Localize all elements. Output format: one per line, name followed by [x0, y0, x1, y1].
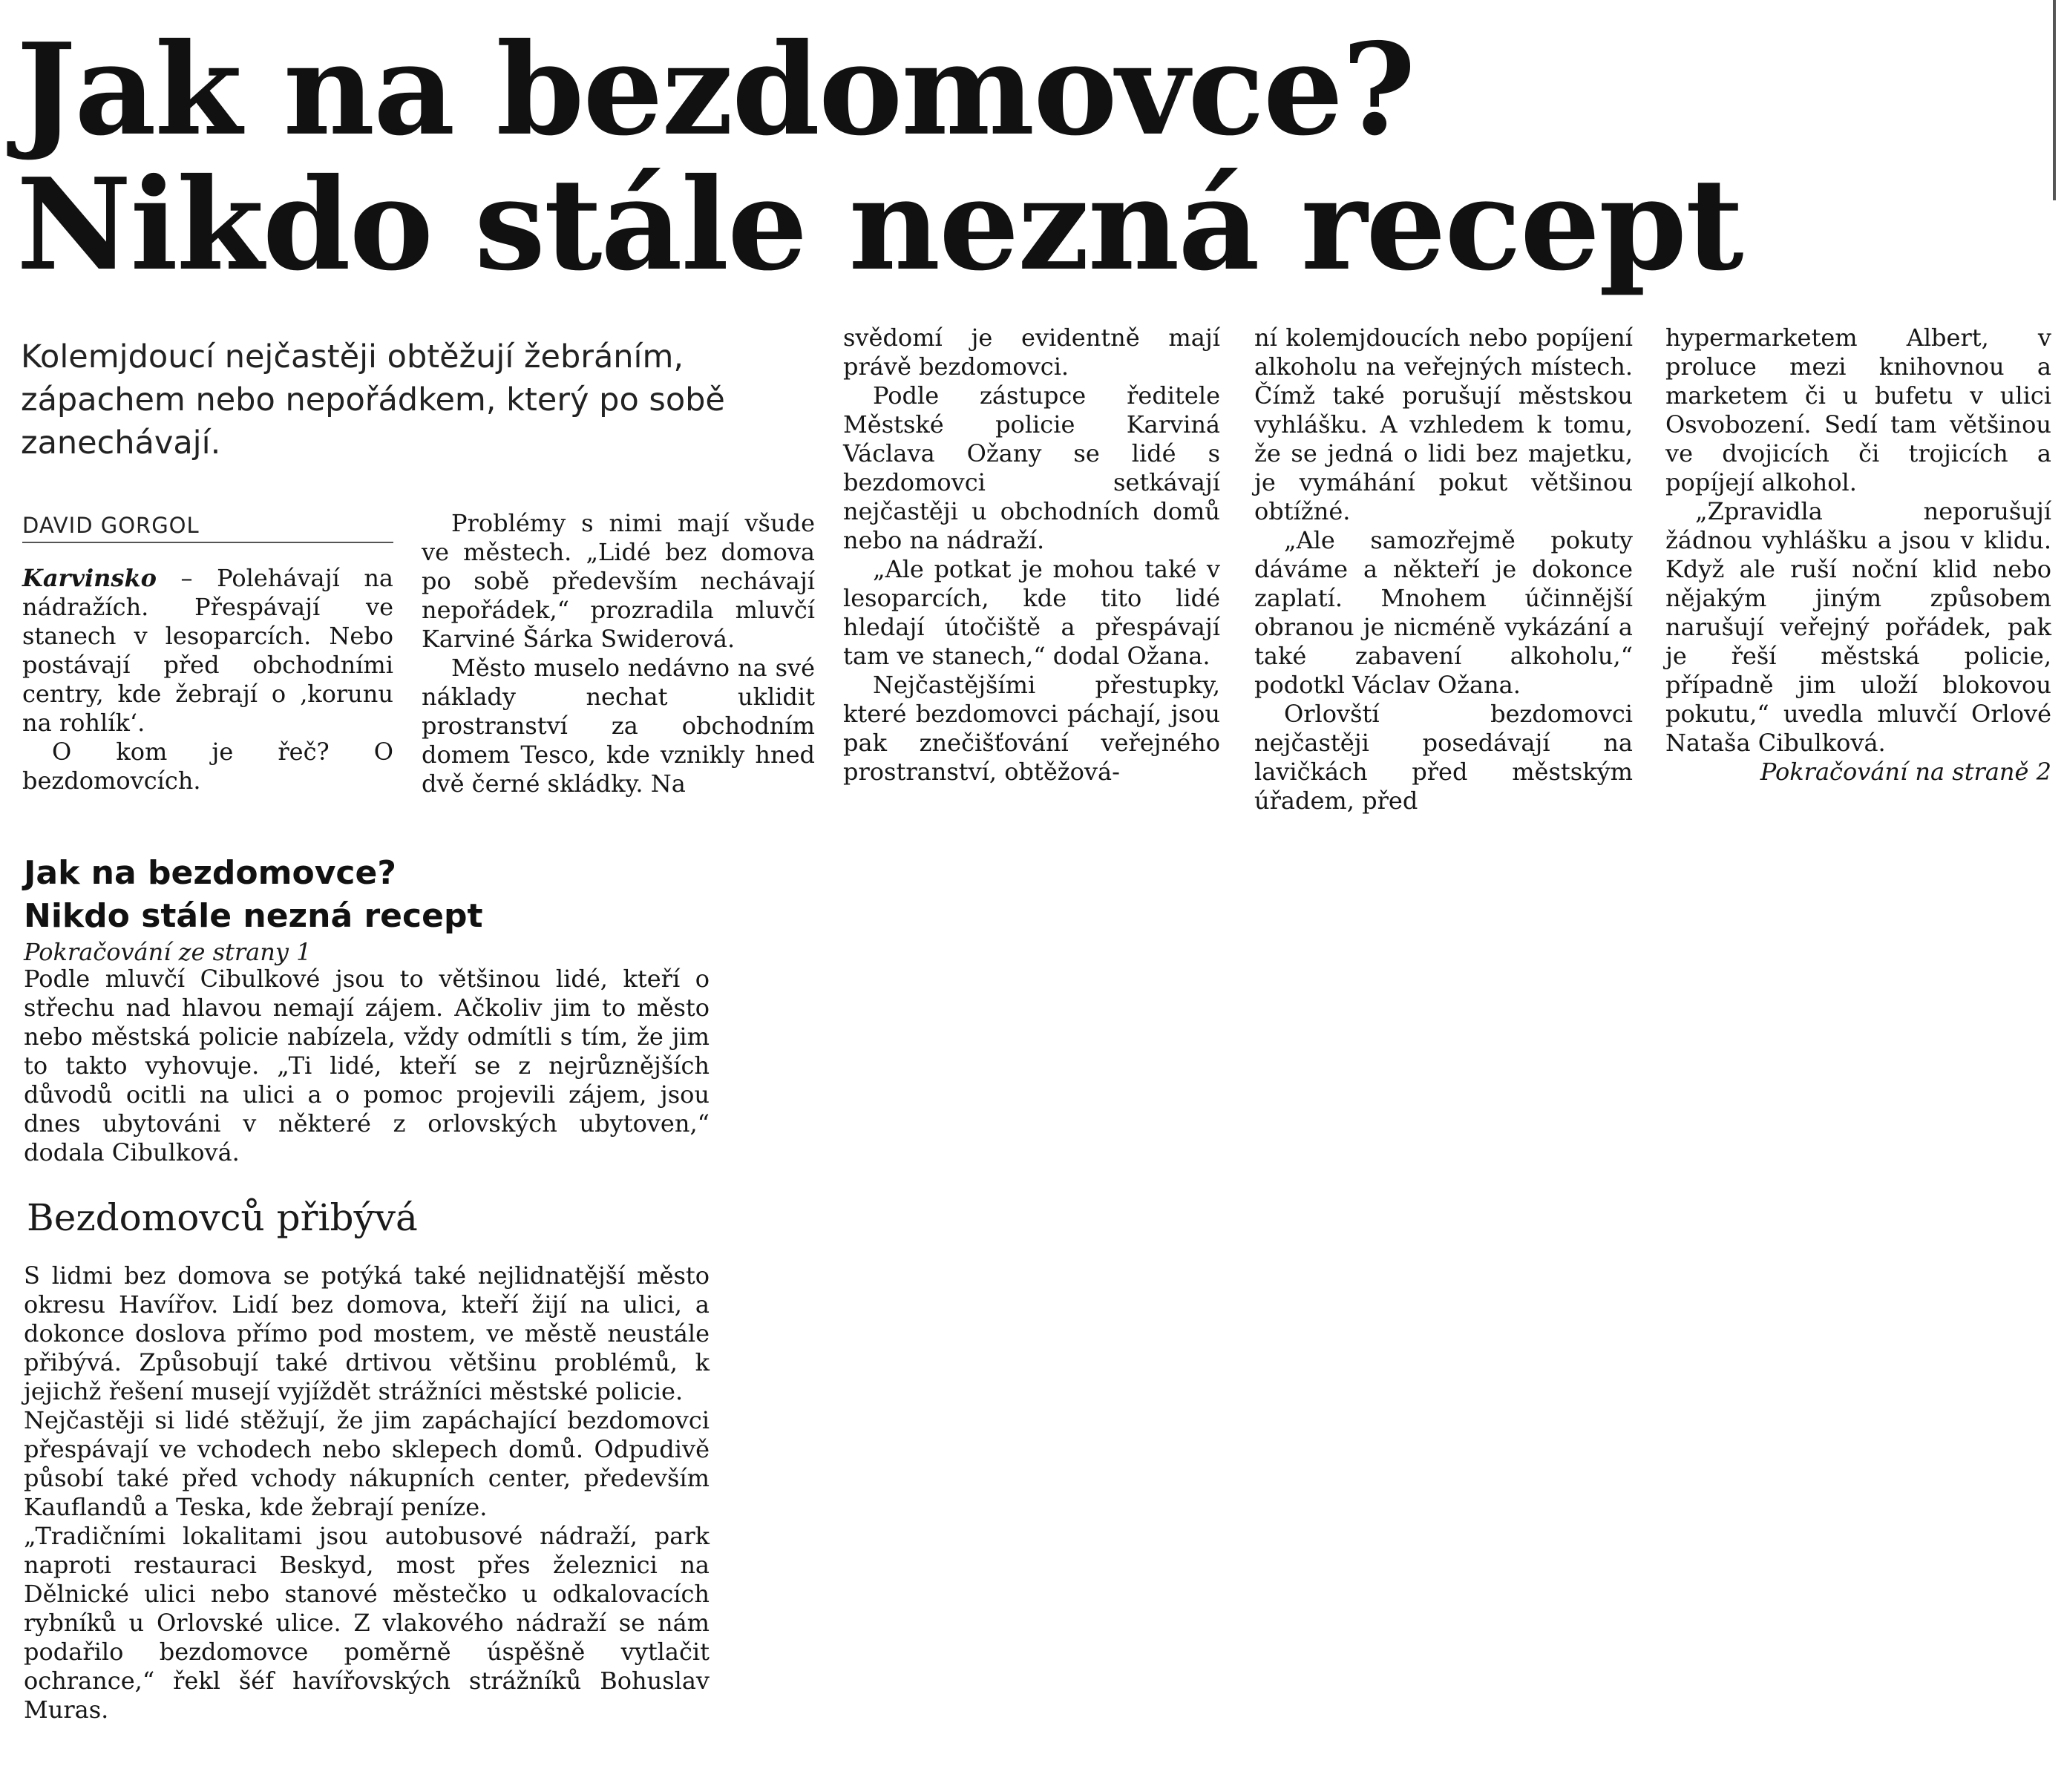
paragraph: Nejčastějšími přestupky, které bezdomovci páchají, jsou pak znečišťování veřejného prostranství, obtěžová- — [843, 671, 1220, 786]
headline-line-1: Jak na bezdomovce? — [16, 16, 1415, 164]
paragraph: „Zpravidla neporušují žádnou vyhlášku a jsou v klidu. Když ale ruší noční klid nebo nějakým jiným způsobem narušují veřejný pořádek, pak je řeší městská policie, případně jim uloží blokovou pokutu,“ uvedla mluvčí Orlové Nataša Cibulková. — [1665, 497, 2051, 757]
paragraph: „Tradičními lokalitami jsou autobusové nádraží, park naproti restauraci Beskyd, most přes železnici na Dělnické ulici nebo stanové městečko u odkalovacích rybníků u Orlovské ulice. Z vlakového nádraží se nám podařilo bezdomovce poměrně úspěšně vytlačit ochrance,“ řekl šéf havířovských strážníků Bohuslav Muras. — [24, 1522, 710, 1724]
article-column-5 — [1665, 324, 2051, 787]
subheading: Bezdomovců přibývá — [27, 1196, 418, 1239]
continued-from-note: Pokračování ze strany 1 — [24, 938, 312, 966]
headline-line-2: Nikdo stále nezná recept — [16, 151, 1743, 299]
paragraph-text: – Polehávají na nádražích. Přespávají ve stanech v lesoparcích. Nebo postávají před obchodními centry, kde žebrají o ‚korunu na rohlík‘. — [22, 564, 393, 737]
article-column-3 — [843, 324, 1220, 787]
article-column-2 — [422, 509, 815, 798]
lead-paragraph: Kolemjdoucí nejčastěji obtěžují žebráním, zápachem nebo nepořádkem, který po sobě zanechávají. — [21, 338, 725, 462]
paragraph: S lidmi bez domova se potýká také nejlidnatější město okresu Havířov. Lidí bez domova, kteří žijí na ulici, a dokonce doslova přímo pod mostem, ve městě neustále přibývá. Způsobují také drtivou většinu problémů, k jejichž řešení musejí vyjíždět strážníci městské policie. — [24, 1261, 710, 1405]
paragraph: „Ale potkat je mohou také v lesoparcích, kde tito lidé hledají útočiště a přespávají tam ve stanech,“ dodal Ožana. — [843, 555, 1220, 670]
scan-edge-mark — [2053, 0, 2056, 200]
paragraph: „Ale samozřejmě pokuty dáváme a někteří je dokonce zaplatí. Mnohem účinnější obranou je nicméně vykázání a také zabavení alkoholu,“ podotkl Václav Ožana. — [1254, 526, 1633, 699]
paragraph: Podle zástupce ředitele Městské policie Karviná Václava Ožany se lidé s bezdomovci setkávají nejčastěji u obchodních domů nebo na nádraží. — [843, 381, 1220, 554]
continuation-title-line-1: Jak na bezdomovce? — [24, 854, 396, 892]
article-column-1 — [22, 564, 393, 795]
paragraph: hypermarketem Albert, v proluce mezi knihovnou a marketem či u bufetu v ulici Osvobození. Sedí tam většinou ve dvojicích či trojicích a popíjejí alkohol. — [1665, 324, 2051, 496]
paragraph — [22, 564, 393, 738]
continuation-body-2 — [24, 1261, 710, 1724]
continuation-title — [24, 852, 692, 938]
byline-divider — [22, 542, 393, 543]
byline: DAVID GORGOL — [22, 513, 200, 538]
headline — [16, 16, 2035, 299]
paragraph: O kom je řeč? O bezdomovcích. — [22, 738, 393, 795]
article-column-4 — [1254, 324, 1633, 815]
paragraph: Problémy s nimi mají všude ve městech. „Lidé bez domova po sobě především nechávají nepořádek,“ prozradila mluvčí Karviné Šárka Swiderová. — [422, 509, 815, 653]
paragraph: Orlovští bezdomovci nejčastěji posedávají na lavičkách před městským úřadem, před — [1254, 700, 1633, 815]
continuation-title-line-2: Nikdo stále nezná recept — [24, 897, 483, 935]
paragraph: Nejčastěji si lidé stěžují, že jim zapáchající bezdomovci přespávají ve vchodech nebo sklepech domů. Odpudivě působí také před vchody nákupních center, především Kauflandů a Teska, kde žebrají peníze. — [24, 1406, 710, 1521]
paragraph: svědomí je evidentně mají právě bezdomovci. — [843, 324, 1220, 381]
paragraph: ní kolemjdoucích nebo popíjení alkoholu na veřejných místech. Čímž také porušují městskou vyhlášku. A vzhledem k tomu, že se jedná o lidi bez majetku, je vymáhání pokut většinou obtížné. — [1254, 324, 1633, 525]
continuation-body — [24, 965, 710, 1167]
continued-on-note: Pokračování na straně 2 — [1760, 758, 2051, 786]
paragraph: Město muselo nedávno na své náklady nechat uklidit prostranství za obchodním domem Tesco, kde vznikly hned dvě černé skládky. Na — [422, 654, 815, 798]
dateline: Karvinsko — [22, 564, 157, 592]
paragraph: Podle mluvčí Cibulkové jsou to většinou lidé, kteří o střechu nad hlavou nemají zájem. Ačkoliv jim to město nebo městská policie nabízela, vždy odmítli s tím, že jim to takto vyhovuje. „Ti lidé, kteří se z nejrůznějších důvodů ocitli na ulici a o pomoc projevili zájem, jsou dnes ubytováni v některé z orlovských ubytoven,“ dodala Cibulková. — [24, 965, 710, 1166]
